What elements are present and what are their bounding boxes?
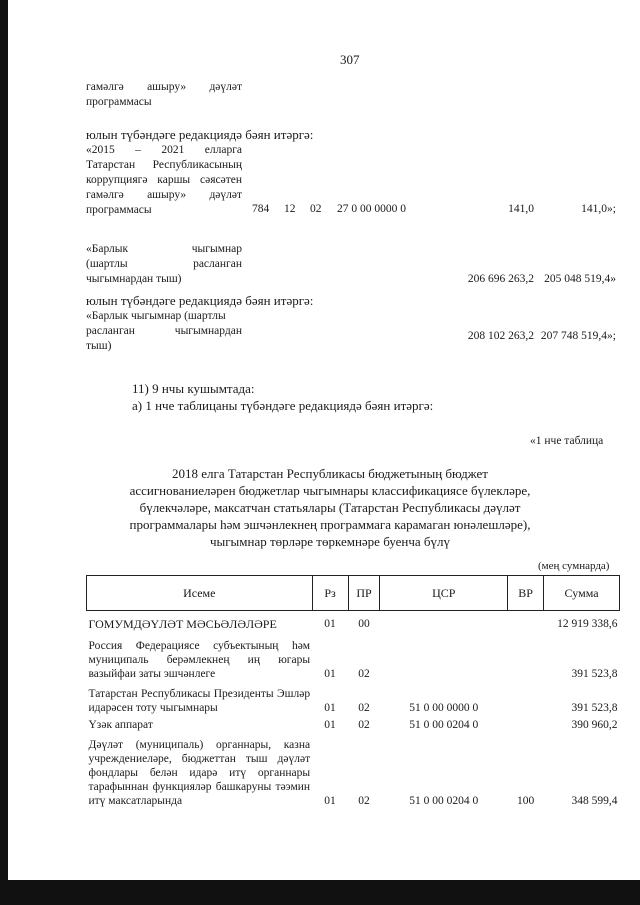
table-row: ГОМУМДӘҮЛӘТ МӘСЬӘЛӘЛӘРЕ 01 00 12 919 338,6 <box>88 616 618 631</box>
scan-left-border <box>0 0 8 905</box>
table-row: Үзәк аппарат 01 02 51 0 00 0204 0 390 960,2 <box>88 718 618 731</box>
block4-text: «Барлык чыгымнар (шартлы расланган чыгымнардан тыш) <box>86 310 242 352</box>
block1-line1: гамәлгә ашыру» дәүләт <box>86 81 243 93</box>
page-number: 307 <box>340 52 360 67</box>
header-name: Исеме <box>87 576 313 611</box>
units-label: (мең сумнарда) <box>538 560 610 572</box>
block3-sum-2019: 205 048 519,4» <box>544 273 616 285</box>
block4-sum-2019: 207 748 519,4»; <box>540 330 616 342</box>
table-title: 2018 елга Татарстан Республикасы бюджетының бюджет ассигнованиеләрен бюджетлар чыгымнары классификациясе бүлекләре, бүлекчәләре, максатчан статьялары (Татарстан Республикасы дәүләт программалары һәм эшчәнлекнең программага карамаган юнәлешләре), чыгымнар төрләре төркемнәре буенча бүлү <box>129 466 531 549</box>
block2-code-vedomstvo: 784 <box>252 203 270 215</box>
block2-sum-2018: 141,0 <box>508 203 534 215</box>
header-rz: Рз <box>312 576 348 611</box>
table-header-row <box>87 576 620 611</box>
block2-code-csr: 27 0 00 0000 0 <box>337 203 406 215</box>
header-pr: ПР <box>348 576 380 611</box>
table-row: Дәүләт (муниципаль) органнары, казна учреждениеләре, бюджеттан тыш дәүләт фондлары белән идарә итү органнары тарафыннан функцияләр башкаруны тәэмин итү максатларында 01 02 51 0 00 0204 0 100 348 599,4 <box>88 738 618 807</box>
instruction-item: 11) 9 нчы кушымтада: <box>132 381 255 396</box>
header-csr: ЦСР <box>380 576 508 611</box>
block2-code-pr: 02 <box>310 203 322 215</box>
instruction-sub: а) 1 нче таблицаны түбәндәге редакциядә бәян итәргә: <box>132 398 434 413</box>
block2-intro: юлын түбәндәге редакциядә бәян итәргә: <box>86 127 314 142</box>
block2-sum-2019: 141,0»; <box>581 203 616 215</box>
block1-line2: программасы <box>86 96 152 108</box>
header-vr: ВР <box>508 576 544 611</box>
budget-table <box>86 575 620 808</box>
table-row: Татарстан Республикасы Президенты Эшләр идарәсен тоту чыгымнары 01 02 51 0 00 0000 0 391 523,8 <box>88 687 618 714</box>
header-sum: Сумма <box>544 576 620 611</box>
block3-sum-2018: 206 696 263,2 <box>467 273 534 285</box>
block3-text: «Барлык чыгымнар (шартлы расланган чыгымнардан тыш) <box>86 243 242 285</box>
block4-intro: юлын түбәндәге редакциядә бәян итәргә: <box>86 293 314 308</box>
block2-code-rz: 12 <box>284 203 296 215</box>
block1-text <box>86 80 242 110</box>
block4-sum-2018: 208 102 263,2 <box>467 330 534 342</box>
block2-text: «2015 – 2021 елларга Татарстан Республикасының коррупциягә каршы сәясәтен гамәлгә ашыру» дәүләт программасы <box>86 144 243 216</box>
scan-bottom-border <box>0 880 640 905</box>
table-reference: «1 нче таблица <box>530 435 604 447</box>
table-row: Россия Федерациясе субъектының һәм муниципаль берәмлекнең иң югары вазыйфаи заты эшчәнлеге 01 02 391 523,8 <box>88 639 618 680</box>
